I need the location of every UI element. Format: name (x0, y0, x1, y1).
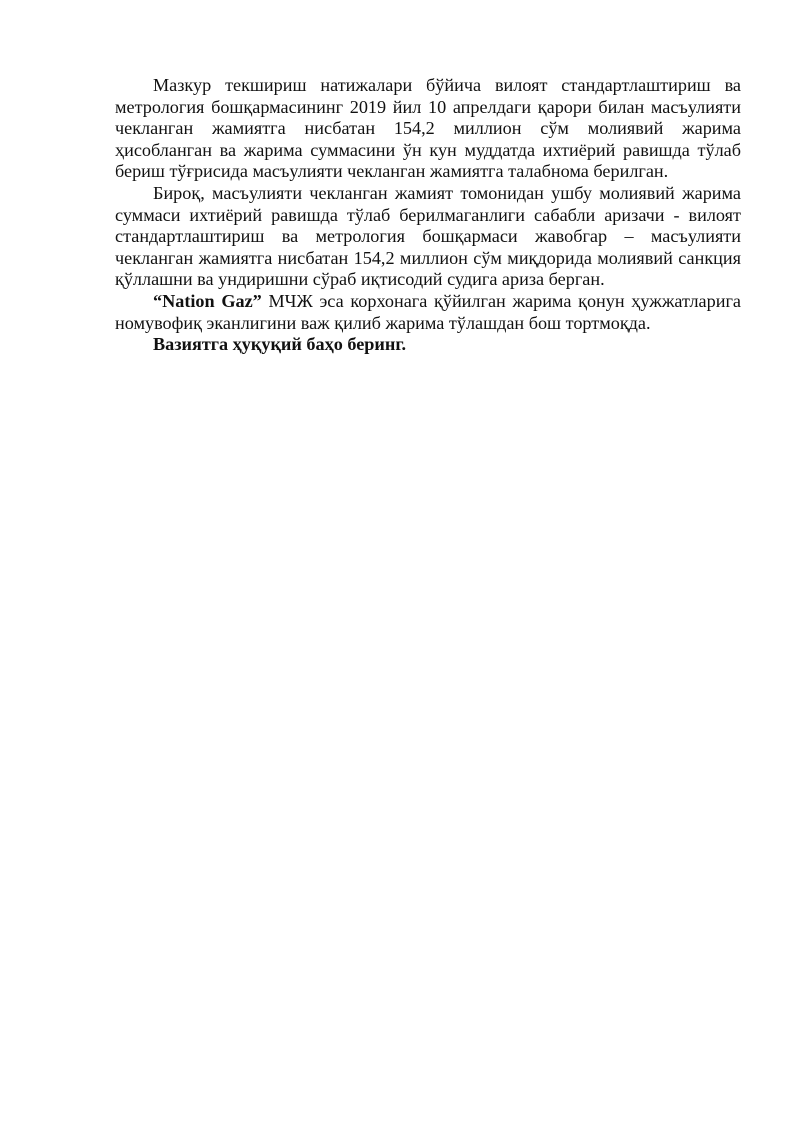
paragraph-inspection-results: Мазкур текшириш натижалари бўйича вилоят стандартлаштириш ва метрология бошқармасининг 2019 йил 10 апрелдаги қарори билан масъулияти чекланган жамиятга нисбатан 154,2 миллион сўм молиявий жарима ҳисобланган ва жарима суммасини ўн кун муддатда ихтиёрий равишда тўлаб бериш тўғрисида масъулияти чекланган жамиятга талабнома берилган. (115, 75, 741, 182)
paragraph-company-objection (115, 291, 741, 334)
company-objection-text: МЧЖ эса корхонага қўйилган жарима қонун ҳужжатларига номувофиқ эканлигини важ қилиб жарима тўлашдан бош тортмоқда. (115, 290, 741, 333)
paragraph-court-claim: Бироқ, масъулияти чекланган жамият томонидан ушбу молиявий жарима суммаси ихтиёрий равишда тўлаб берилмаганлиги сабабли аризачи - вилоят стандартлаштириш ва метрология бошқармаси жавобгар – масъулияти чекланган жамиятга нисбатан 154,2 миллион сўм миқдорида молиявий санкция қўллашни ва ундиришни сўраб иқтисодий судига ариза берган. (115, 182, 741, 290)
task-statement: Вазиятга ҳуқуқий баҳо беринг. (153, 334, 407, 355)
company-name: “Nation Gaz” (153, 290, 262, 311)
document-body (115, 75, 741, 356)
